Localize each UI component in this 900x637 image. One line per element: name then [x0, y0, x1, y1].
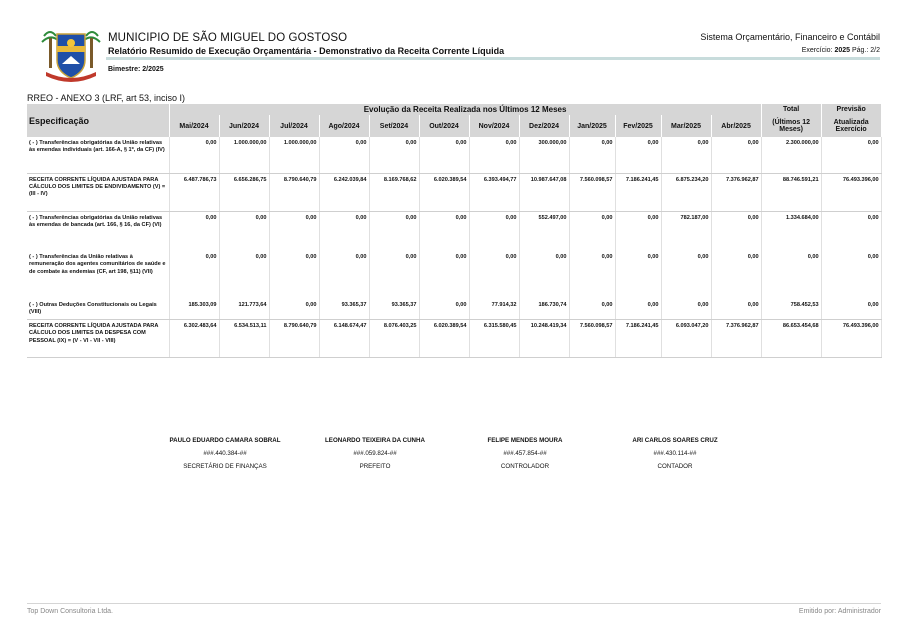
signature-name: PAULO EDUARDO CAMARA SOBRAL: [169, 437, 281, 444]
signature-entry: [300, 434, 450, 473]
month-value-cell: 0,00: [711, 137, 761, 173]
month-value-cell: 0,00: [569, 211, 615, 251]
month-value-cell: 93.365,37: [369, 299, 419, 319]
month-value-cell: 0,00: [469, 137, 519, 173]
signature-entry: [600, 434, 750, 473]
month-value-cell: 0,00: [269, 251, 319, 299]
month-value-cell: 300.000,00: [519, 137, 569, 173]
month-value-cell: 0,00: [219, 211, 269, 251]
month-value-cell: 0,00: [419, 137, 469, 173]
total-cell: 1.334.684,00: [761, 211, 821, 251]
month-header: Jan/2025: [569, 115, 615, 137]
row-label: ( - ) Outras Deduções Constitucionais ou Legais (VIII): [27, 299, 169, 319]
month-value-cell: 0,00: [169, 137, 219, 173]
total-cell: 758.452,53: [761, 299, 821, 319]
forecast-cell: 0,00: [821, 211, 881, 251]
month-value-cell: 0,00: [419, 251, 469, 299]
month-value-cell: 0,00: [369, 137, 419, 173]
table-row: [27, 299, 881, 319]
footer-company: Top Down Consultoria Ltda.: [27, 608, 113, 615]
month-value-cell: 6.020.389,54: [419, 173, 469, 211]
month-value-cell: 782.187,00: [661, 211, 711, 251]
month-value-cell: 6.315.580,45: [469, 319, 519, 357]
month-value-cell: 0,00: [419, 211, 469, 251]
footer-divider: [27, 603, 881, 604]
month-header: Jul/2024: [269, 115, 319, 137]
report-title: Relatório Resumido de Execução Orçamentária - Demonstrativo da Receita Corrente Líquida: [108, 46, 505, 56]
month-value-cell: 0,00: [269, 211, 319, 251]
signature-name: ARI CARLOS SOARES CRUZ: [632, 437, 718, 444]
month-header: Dez/2024: [519, 115, 569, 137]
month-value-cell: 7.376.962,87: [711, 173, 761, 211]
page-number: Pág.: 2/2: [851, 47, 880, 54]
month-value-cell: 6.393.494,77: [469, 173, 519, 211]
exercise-page-info: [802, 47, 880, 54]
month-header: Mai/2024: [169, 115, 219, 137]
month-value-cell: 6.534.513,11: [219, 319, 269, 357]
month-value-cell: 7.186.241,45: [615, 173, 661, 211]
month-value-cell: 8.076.403,25: [369, 319, 419, 357]
month-value-cell: 0,00: [469, 211, 519, 251]
table-row: [27, 251, 881, 299]
month-value-cell: 10.248.419,34: [519, 319, 569, 357]
month-value-cell: 6.020.389,54: [419, 319, 469, 357]
total-cell: 2.300.000,00: [761, 137, 821, 173]
month-value-cell: 6.875.234,20: [661, 173, 711, 211]
month-value-cell: 0,00: [219, 251, 269, 299]
month-value-cell: 121.773,64: [219, 299, 269, 319]
month-value-cell: 77.914,32: [469, 299, 519, 319]
month-header: Out/2024: [419, 115, 469, 137]
month-value-cell: 0,00: [661, 299, 711, 319]
month-header: Fev/2025: [615, 115, 661, 137]
month-value-cell: 186.730,74: [519, 299, 569, 319]
row-label: ( - ) Transferências obrigatórias da União relativas às emendas de bancada (art. 166, § 16, da CF) (VI): [27, 211, 169, 251]
month-value-cell: 8.790.640,79: [269, 319, 319, 357]
month-value-cell: 1.000.000,00: [219, 137, 269, 173]
month-header: Jun/2024: [219, 115, 269, 137]
total-header-sub: (Últimos 12 Meses): [761, 115, 821, 137]
month-value-cell: 0,00: [661, 137, 711, 173]
forecast-cell: 0,00: [821, 251, 881, 299]
annex-title: RREO - ANEXO 3 (LRF, art 53, inciso I): [27, 93, 186, 103]
signature-role: CONTADOR: [657, 463, 693, 470]
signature-entry: [150, 434, 300, 473]
month-value-cell: 0,00: [615, 137, 661, 173]
month-value-cell: 0,00: [369, 251, 419, 299]
total-cell: 88.746.591,21: [761, 173, 821, 211]
signature-role: CONTROLADOR: [500, 463, 550, 470]
month-value-cell: 6.656.286,75: [219, 173, 269, 211]
row-label: ( - ) Transferências da União relativas à remuneração dos agentes comunitários de saúde e de combate às endemias (CF, art 198, §11) (VII): [27, 251, 169, 299]
month-value-cell: 552.497,00: [519, 211, 569, 251]
forecast-cell: 0,00: [821, 137, 881, 173]
month-value-cell: 93.365,37: [319, 299, 369, 319]
footer-issued-by: Emitido por: Administrador: [798, 608, 881, 615]
month-value-cell: 0,00: [269, 299, 319, 319]
month-value-cell: 1.000.000,00: [269, 137, 319, 173]
forecast-header-sub: Atualizada Exercício: [821, 115, 881, 137]
bimester-label: Bimestre: 2/2025: [108, 66, 164, 73]
month-value-cell: 0,00: [711, 299, 761, 319]
table-row: [27, 319, 881, 357]
month-value-cell: 6.242.039,84: [319, 173, 369, 211]
month-value-cell: 0,00: [615, 251, 661, 299]
month-value-cell: 0,00: [319, 137, 369, 173]
row-label: RECEITA CORRENTE LÍQUIDA AJUSTADA PARA CÁLCULO DOS LIMITES DE ENDIVIDAMENTO (V) = (III - IV): [27, 173, 169, 211]
total-header: Total: [761, 104, 821, 115]
month-value-cell: 0,00: [419, 299, 469, 319]
header-divider-bar: [106, 57, 880, 60]
month-value-cell: 6.148.674,47: [319, 319, 369, 357]
month-value-cell: 0,00: [569, 299, 615, 319]
month-value-cell: 6.093.047,20: [661, 319, 711, 357]
table-row: [27, 173, 881, 211]
month-value-cell: 0,00: [319, 211, 369, 251]
report-header: [40, 26, 880, 84]
signature-role: PREFEITO: [359, 463, 391, 470]
month-header: Abr/2025: [711, 115, 761, 137]
month-value-cell: 0,00: [615, 299, 661, 319]
row-label: ( - ) Transferências obrigatórias da União relativas às emendas individuais (art. 166-A, § 1º, da CF) (IV): [27, 137, 169, 173]
month-value-cell: 7.560.098,57: [569, 319, 615, 357]
month-value-cell: 0,00: [569, 251, 615, 299]
month-value-cell: 0,00: [711, 211, 761, 251]
month-value-cell: 8.790.640,79: [269, 173, 319, 211]
month-value-cell: 8.169.768,62: [369, 173, 419, 211]
signature-name: LEONARDO TEIXEIRA DA CUNHA: [325, 437, 425, 444]
table-row: [27, 137, 881, 173]
table-row: [27, 211, 881, 251]
signature-doc: ###.059.824-##: [353, 450, 397, 457]
signature-role: SECRETÁRIO DE FINANÇAS: [183, 463, 267, 470]
month-value-cell: 0,00: [569, 137, 615, 173]
month-value-cell: 0,00: [369, 211, 419, 251]
month-value-cell: 7.560.098,57: [569, 173, 615, 211]
evolution-header: Evolução da Receita Realizada nos Últimos 12 Meses: [169, 104, 761, 115]
month-value-cell: 6.487.786,73: [169, 173, 219, 211]
month-value-cell: 10.987.647,08: [519, 173, 569, 211]
system-name: Sistema Orçamentário, Financeiro e Contábil: [700, 32, 880, 42]
month-value-cell: 0,00: [469, 251, 519, 299]
month-value-cell: 7.186.241,45: [615, 319, 661, 357]
month-value-cell: 0,00: [519, 251, 569, 299]
month-value-cell: 0,00: [615, 211, 661, 251]
month-header: Ago/2024: [319, 115, 369, 137]
signature-doc: ###.430.114-##: [653, 450, 697, 457]
signature-doc: ###.457.854-##: [503, 450, 547, 457]
month-value-cell: 0,00: [319, 251, 369, 299]
signatures-block: [150, 434, 750, 474]
month-value-cell: 185.303,09: [169, 299, 219, 319]
month-value-cell: 6.302.483,64: [169, 319, 219, 357]
forecast-cell: 76.493.396,00: [821, 173, 881, 211]
total-cell: 86.653.454,68: [761, 319, 821, 357]
month-header: Set/2024: [369, 115, 419, 137]
signature-name: FELIPE MENDES MOURA: [487, 437, 563, 444]
row-label: RECEITA CORRENTE LÍQUIDA AJUSTADA PARA CÁLCULO DOS LIMITES DA DESPESA COM PESSOAL (IX) = (V - VI - VII - VIII): [27, 319, 169, 357]
rcl-table: [27, 104, 882, 358]
municipality-name: MUNICIPIO DE SÃO MIGUEL DO GOSTOSO: [108, 32, 348, 44]
exercise-label: Exercício:: [801, 47, 833, 54]
month-value-cell: 0,00: [169, 251, 219, 299]
exercise-year: 2025: [834, 47, 851, 54]
month-value-cell: 0,00: [169, 211, 219, 251]
month-header: Mar/2025: [661, 115, 711, 137]
forecast-header: Previsão: [821, 104, 881, 115]
municipal-crest-icon: [40, 26, 102, 84]
month-header: Nov/2024: [469, 115, 519, 137]
month-value-cell: 7.376.962,87: [711, 319, 761, 357]
month-value-cell: 0,00: [711, 251, 761, 299]
total-cell: 0,00: [761, 251, 821, 299]
month-value-cell: 0,00: [661, 251, 711, 299]
spec-header: Especificação: [27, 104, 169, 137]
forecast-cell: 0,00: [821, 299, 881, 319]
signature-doc: ###.440.384-##: [203, 450, 247, 457]
signature-entry: [450, 434, 600, 473]
forecast-cell: 76.493.396,00: [821, 319, 881, 357]
